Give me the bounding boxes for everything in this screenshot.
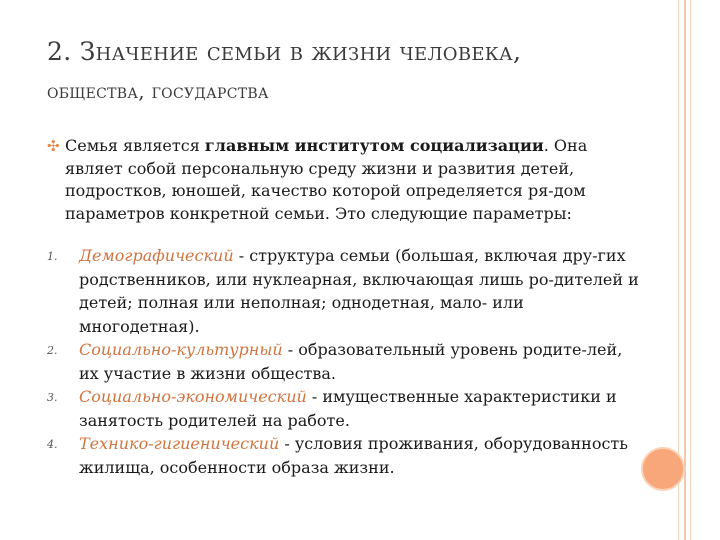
- decorative-side-stripe: [684, 0, 686, 540]
- list-item-number: 1.: [47, 250, 58, 263]
- decorative-orange-circle: [641, 447, 685, 491]
- list-item-term: Социально-культурный: [79, 340, 283, 359]
- list-item-text: - имущественные характеристики и занятость родителей на работе.: [79, 387, 617, 430]
- list-item-text: - структура семьи (большая, включая дру-гих родственников, или нуклеарная, включающая лишь ро-дителей и детей; полная или неполная; однодетная, мало- или многодетная).: [79, 246, 639, 336]
- list-item: [47, 432, 647, 479]
- title-line-1: 2. Значение семьи в жизни человека,: [47, 37, 522, 66]
- title-line-2: общества, государства: [47, 79, 269, 103]
- list-item: [47, 338, 647, 385]
- list-item: [47, 385, 647, 432]
- list-item-text: - образовательный уровень родите-лей, их участие в жизни общества.: [79, 340, 623, 383]
- list-item: [47, 244, 647, 338]
- intro-paragraph: [65, 135, 645, 225]
- list-item-number: 3.: [47, 391, 58, 404]
- list-item-term: Технико-гигиенический: [79, 434, 280, 453]
- list-item-term: Демографический: [79, 246, 234, 265]
- parameters-list: [47, 244, 647, 479]
- list-item-term: Социально-экономический: [79, 387, 307, 406]
- slide-title: [47, 36, 657, 106]
- list-item-number: 4.: [47, 438, 58, 451]
- list-item-number: 2.: [47, 344, 58, 357]
- list-item-text: - условия проживания, оборудованность жилища, особенности образа жизни.: [79, 434, 628, 477]
- intro-bold-phrase: главным институтом социализации: [204, 136, 544, 155]
- intro-rest: . Она являет собой персональную среду жизни и развития детей, подростков, юношей, качество которой определяется ря-дом параметров конкретной семьи. Это следующие параметры:: [65, 136, 588, 223]
- intro-prefix: Семья является: [65, 136, 205, 155]
- flower-bullet-icon: ✣: [47, 137, 60, 155]
